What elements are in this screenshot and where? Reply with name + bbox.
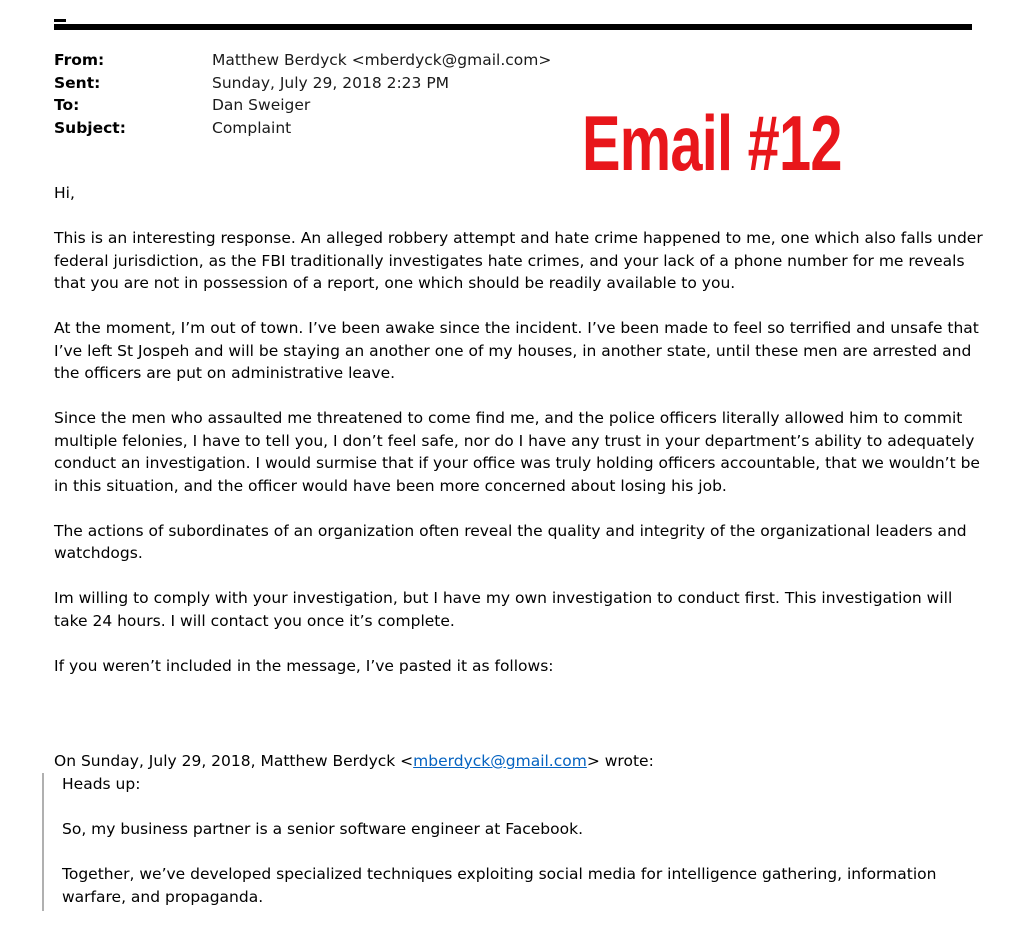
subject-row	[54, 117, 551, 140]
quoted-line: Together, we’ve developed specialized techniques exploiting social media for intelligence gathering, information warfare, and propaganda.	[62, 865, 937, 906]
body-paragraph: The actions of subordinates of an organization often reveal the quality and integrity of the organizational leaders and watchdogs.	[54, 521, 967, 562]
quoted-line: So, my business partner is a senior software engineer at Facebook.	[62, 820, 584, 838]
sent-value: Sunday, July 29, 2018 2:23 PM	[212, 73, 450, 92]
quoted-message	[62, 773, 982, 931]
from-label: From:	[54, 51, 105, 69]
body-paragraph: Im willing to comply with your investigation, but I have my own investigation to conduct first. This investigation will take 24 hours. I will contact you once it’s complete.	[54, 589, 953, 630]
subject-label: Subject:	[54, 118, 126, 137]
email-body	[54, 182, 989, 700]
quote-bar	[42, 773, 44, 911]
to-row	[54, 94, 551, 117]
sent-row	[54, 72, 551, 95]
subject-value: Complaint	[212, 118, 292, 137]
from-value: Matthew Berdyck <mberdyck@gmail.com>	[212, 51, 552, 69]
quote-attribution	[54, 750, 654, 773]
sent-label: Sent:	[54, 73, 101, 92]
body-paragraph: At the moment, I’m out of town. I’ve been awake since the incident. I’ve been made to feel so terrified and unsafe that I’ve left St Jospeh and will be staying an another one of my houses, in another state, until these men are arrested and the officers are put on administrative leave.	[54, 319, 979, 382]
body-paragraph: If you weren’t included in the message, I’ve pasted it as follows:	[54, 656, 554, 675]
email-header	[54, 49, 551, 139]
body-paragraph: Since the men who assaulted me threatened to come find me, and the police officers literally allowed him to commit multiple felonies, I have to tell you, I don’t feel safe, nor do I have any trust in your department’s ability to adequately conduct an investigation. I would surmise that if your office was truly holding officers accountable, that we wouldn’t be in this situation, and the officer would have been more concerned about losing his job.	[54, 409, 980, 495]
quote-attribution-prefix: On Sunday, July 29, 2018, Matthew Berdyck <	[54, 752, 414, 770]
body-paragraph: This is an interesting response. An alleged robbery attempt and hate crime happened to me, one which also falls under federal jurisdiction, as the FBI traditionally investigates hate crimes, and your lack of a phone number for me reveals that you are not in possession of a report, one which should be readily available to you.	[54, 229, 983, 292]
quoted-line: Heads up:	[62, 775, 141, 793]
quoted-sender-email-link[interactable]: mberdyck@gmail.com	[413, 752, 587, 770]
quote-attribution-suffix: > wrote:	[586, 752, 654, 770]
from-row	[54, 49, 551, 72]
to-label: To:	[54, 96, 80, 114]
email-number-stamp: Email #12	[582, 99, 842, 187]
greeting: Hi,	[54, 184, 75, 202]
top-rule-tick	[54, 19, 66, 22]
to-value: Dan Sweiger	[212, 96, 311, 114]
header-divider	[54, 24, 972, 30]
